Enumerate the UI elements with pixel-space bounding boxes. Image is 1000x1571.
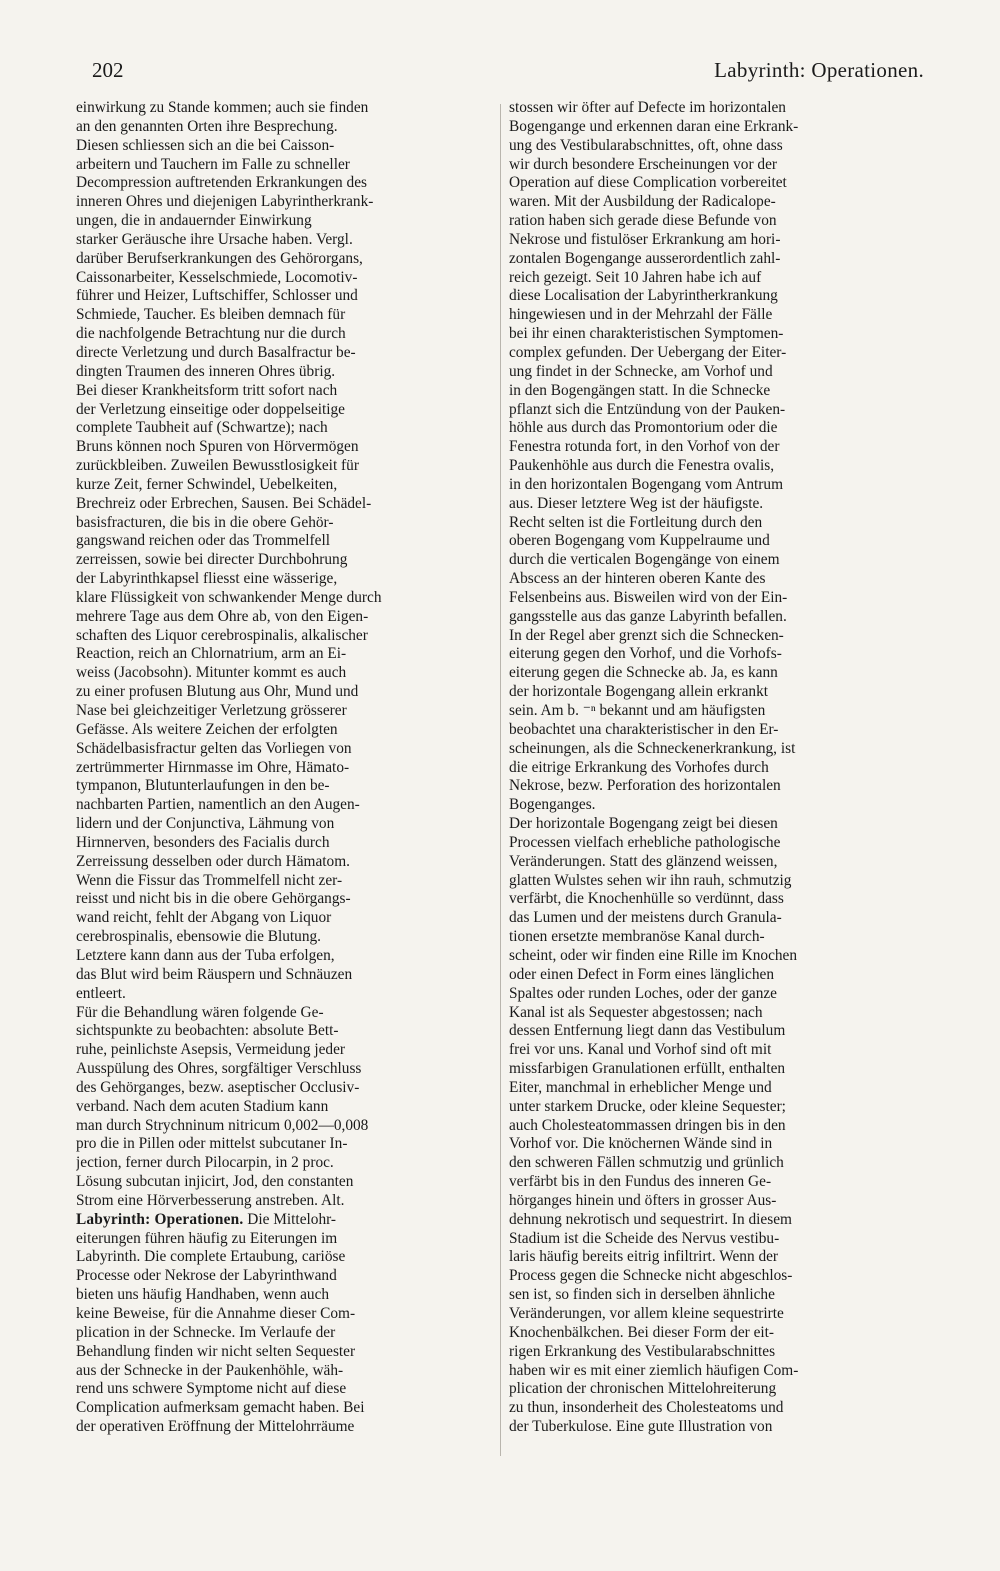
text-line: nachbarten Partien, namentlich an den Augen- bbox=[76, 796, 360, 814]
text-line: Paukenhöhle aus durch die Fenestra ovalis, bbox=[509, 457, 775, 475]
text-line: man durch Strychninum nitricum 0,002—0,008 bbox=[76, 1116, 369, 1134]
text-line: bei ihr einen charakteristischen Symptomen- bbox=[509, 325, 784, 343]
text-line: Stadium ist die Scheide des Nervus vestibu- bbox=[509, 1229, 780, 1247]
text-line: zu einer profusen Blutung aus Ohr, Mund und bbox=[76, 683, 359, 701]
text-line: Strom eine Hörverbesserung anstreben. Alt. bbox=[76, 1191, 345, 1209]
text-line: cerebrospinalis, ebensowie die Blutung. bbox=[76, 928, 322, 946]
text-line: darüber Berufserkrankungen des Gehörorgans, bbox=[76, 249, 363, 267]
text-line: verfärbt, die Knochenhülle so verdünnt, dass bbox=[509, 890, 784, 908]
text-line: zu thun, insonderheit des Cholesteatoms und bbox=[509, 1399, 784, 1417]
text-line: Behandlung finden wir nicht selten Sequester bbox=[76, 1342, 356, 1360]
text-line: scheint, oder wir finden eine Rille im Knochen bbox=[509, 946, 798, 964]
text-line: sen ist, so finden sich in derselben ähnliche bbox=[509, 1286, 775, 1304]
text-line: Letztere kann dann aus der Tuba erfolgen, bbox=[76, 946, 335, 964]
text-line: dehnung nekrotisch und sequestrirt. In diesem bbox=[509, 1210, 792, 1228]
text-line: tionen ersetzte membranöse Kanal durch- bbox=[509, 928, 765, 946]
text-line: scheinungen, als die Schneckenerkrankung, ist bbox=[509, 739, 796, 757]
text-line: sichtspunkte zu beobachten: absolute Bett- bbox=[76, 1022, 339, 1040]
text-line: keine Beweise, für die Annahme dieser Com- bbox=[76, 1305, 356, 1322]
text-line: reisst und nicht bis in die obere Gehörgangs- bbox=[76, 890, 351, 908]
text-line: bieten uns häufig Handhaben, wenn auch bbox=[76, 1286, 330, 1304]
text-line: ung des Vestibularabschnittes, oft, ohne dass bbox=[509, 136, 783, 154]
text-line: starker Geräusche ihre Ursache haben. Vergl. bbox=[76, 230, 353, 248]
text-line: Abscess an der hinteren oberen Kante des bbox=[509, 570, 766, 588]
text-line: waren. Mit der Ausbildung der Radicalope- bbox=[509, 193, 776, 211]
text-line: Eiter, manchmal in erheblicher Menge und bbox=[509, 1078, 772, 1096]
section-first-text: Die Mittelohr- bbox=[243, 1210, 337, 1228]
text-line: ruhe, peinlichste Asepsis, Vermeidung jeder bbox=[76, 1041, 346, 1059]
text-line: complete Taubheit auf (Schwartze); nach bbox=[76, 419, 328, 437]
text-line: das Lumen und der meistens durch Granula- bbox=[509, 909, 782, 927]
text-line: basisfracturen, die bis in die obere Gehör- bbox=[76, 513, 334, 531]
text-line: Operation auf diese Complication vorbereitet bbox=[509, 174, 787, 192]
page-number: 202 bbox=[92, 58, 124, 82]
text-line: Schmiede, Taucher. Es bleiben demnach für bbox=[76, 306, 346, 324]
text-line: stossen wir öfter auf Defecte im horizontalen bbox=[509, 99, 786, 116]
text-line: Bogengange und erkennen daran eine Erkrank- bbox=[509, 117, 799, 135]
text-line: Wenn die Fissur das Trommelfell nicht zer- bbox=[76, 871, 343, 889]
text-line: reich gezeigt. Seit 10 Jahren habe ich auf bbox=[509, 268, 762, 286]
text-line: Schädelbasisfractur gelten das Vorliegen von bbox=[76, 739, 352, 757]
text-line: Für die Behandlung wären folgende Ge- bbox=[76, 1003, 324, 1021]
text-line: der operativen Eröffnung der Mittelohrräume bbox=[76, 1418, 355, 1436]
column-divider bbox=[500, 104, 501, 1456]
text-line: Diesen schliessen sich an die bei Caisson- bbox=[76, 136, 335, 154]
text-line: zurückbleiben. Zuweilen Bewusstlosigkeit für bbox=[76, 457, 359, 475]
text-line: Brechreiz oder Erbrechen, Sausen. Bei Schädel- bbox=[76, 494, 372, 512]
text-line: die nachfolgende Betrachtung nur die durch bbox=[76, 325, 346, 343]
text-line: Process gegen die Schnecke nicht abgeschlos- bbox=[509, 1267, 793, 1285]
text-line: auch Cholesteatommassen dringen bis in den bbox=[509, 1116, 786, 1134]
text-line: durch die verticalen Bogengänge von einem bbox=[509, 551, 780, 569]
text-line: Processen vielfach erhebliche pathologische bbox=[509, 833, 781, 851]
text-line: Lösung subcutan injicirt, Jod, den constanten bbox=[76, 1173, 354, 1191]
text-line: lidern und der Conjunctiva, Lähmung von bbox=[76, 815, 335, 833]
text-line: verband. Nach dem acuten Stadium kann bbox=[76, 1097, 329, 1115]
text-line: Nase bei gleichzeitiger Verletzung grösserer bbox=[76, 702, 347, 719]
text-line: Bogenganges. bbox=[509, 796, 596, 814]
text-line: mehrere Tage aus dem Ohre ab, von den Eigen- bbox=[76, 607, 369, 625]
text-line: Veränderungen. Statt des glänzend weissen, bbox=[509, 852, 778, 870]
text-line: hörganges hinein und öfters in grosser Aus- bbox=[509, 1191, 777, 1209]
text-line: diese Localisation der Labyrintherkrankung bbox=[509, 287, 778, 305]
text-line: höhle aus durch das Promontorium oder die bbox=[509, 419, 778, 437]
text-line: in den Bogengängen statt. In die Schnecke bbox=[509, 381, 771, 399]
text-line: plication der chronischen Mittelohreiterung bbox=[509, 1380, 777, 1398]
text-line: Ausspülung des Ohres, sorgfältiger Verschluss bbox=[76, 1060, 362, 1078]
text-line: pro die in Pillen oder mittelst subcutaner In- bbox=[76, 1135, 348, 1153]
page-header bbox=[92, 58, 924, 88]
text-line: in den horizontalen Bogengang vom Antrum bbox=[509, 475, 784, 493]
text-line: Knochenbälkchen. Bei dieser Form der eit- bbox=[509, 1323, 775, 1341]
text-line: complex gefunden. Der Uebergang der Eiter- bbox=[509, 343, 787, 361]
text-line: Nekrose und fistulöser Erkrankung am hori- bbox=[509, 230, 781, 248]
text-line: Recht selten ist die Fortleitung durch den bbox=[509, 513, 763, 531]
text-line: hingewiesen und in der Mehrzahl der Fälle bbox=[509, 306, 773, 324]
text-line: führer und Heizer, Luftschiffer, Schlosser und bbox=[76, 287, 358, 305]
text-line: einwirkung zu Stande kommen; auch sie finden bbox=[76, 99, 369, 116]
text-line: oberen Bogengang vom Kuppelraume und bbox=[509, 532, 770, 550]
text-line: inneren Ohres und diejenigen Labyrintherkrank- bbox=[76, 193, 374, 211]
text-line: dessen Entfernung liegt dann das Vestibulum bbox=[509, 1022, 786, 1040]
section-start-line bbox=[76, 1211, 493, 1230]
text-line: eiterungen führen häufig zu Eiterungen im bbox=[76, 1229, 338, 1247]
text-line: die eitrige Erkrankung des Vorhofes durch bbox=[509, 758, 769, 776]
text-line: Nekrose, bezw. Perforation des horizontalen bbox=[509, 777, 781, 795]
text-line: den schweren Fällen schmutzig und grünlich bbox=[509, 1154, 784, 1172]
text-line: ration haben sich gerade diese Befunde von bbox=[509, 212, 777, 230]
text-line: eiterung gegen den Vorhof, und die Vorhofs- bbox=[509, 645, 782, 663]
text-line: verfärbt bis in den Fundus des inneren Ge- bbox=[509, 1173, 772, 1191]
text-line: an den genannten Orten ihre Besprechung. bbox=[76, 117, 338, 135]
text-line: der Verletzung einseitige oder doppelseitige bbox=[76, 400, 345, 418]
text-line: schaften des Liquor cerebrospinalis, alkalischer bbox=[76, 626, 368, 644]
text-line: unter starkem Drucke, oder kleine Sequester; bbox=[509, 1097, 786, 1115]
text-line: rend uns schwere Symptome nicht auf diese bbox=[76, 1380, 347, 1398]
text-line: Zerreissung desselben oder durch Hämatom. bbox=[76, 852, 350, 870]
text-line: Veränderungen, vor allem kleine sequestrirte bbox=[509, 1305, 784, 1322]
text-line: zontalen Bogengange ausserordentlich zahl- bbox=[509, 249, 781, 267]
text-line: ungen, die in andauernder Einwirkung bbox=[76, 212, 312, 230]
text-line: der Labyrinthkapsel fliesst eine wässerige, bbox=[76, 570, 338, 588]
text-line: aus der Schnecke in der Paukenhöhle, wäh- bbox=[76, 1361, 344, 1379]
text-line: arbeitern und Tauchern im Falle zu schneller bbox=[76, 155, 350, 173]
text-line: Bei dieser Krankheitsform tritt sofort nach bbox=[76, 381, 338, 399]
left-column bbox=[76, 99, 493, 1464]
text-line: plication in der Schnecke. Im Verlaufe der bbox=[76, 1323, 336, 1341]
text-line: das Blut wird beim Räuspern und Schnäuzen bbox=[76, 965, 353, 983]
text-line: jection, ferner durch Pilocarpin, in 2 proc. bbox=[76, 1154, 334, 1172]
text-line: Fenestra rotunda fort, in den Vorhof von der bbox=[509, 438, 780, 456]
text-line: dingten Traumen des inneren Ohres übrig. bbox=[76, 362, 336, 380]
text-line: Processe oder Nekrose der Labyrinthwand bbox=[76, 1267, 337, 1285]
text-line: sein. Am b. ⁻ⁿ bekannt und am häufigsten bbox=[509, 702, 766, 719]
text-line: gangswand reichen oder das Trommelfell bbox=[76, 532, 330, 550]
text-line: haben wir es mit einer ziemlich häufigen Com- bbox=[509, 1361, 799, 1379]
running-head: Labyrinth: Operationen. bbox=[714, 58, 924, 82]
text-line: missfarbigen Granulationen erfüllt, enthalten bbox=[509, 1060, 786, 1078]
right-column bbox=[509, 99, 933, 1464]
text-line: Labyrinth. Die complete Ertaubung, cariöse bbox=[76, 1248, 346, 1266]
text-line: klare Flüssigkeit von schwankender Menge durch bbox=[76, 588, 382, 606]
text-line: eiterung gegen die Schnecke ab. Ja, es kann bbox=[509, 664, 778, 682]
text-line: oder einen Defect in Form eines länglichen bbox=[509, 965, 775, 983]
text-line: wand reicht, fehlt der Abgang von Liquor bbox=[76, 909, 332, 927]
text-line: Reaction, reich an Chlornatrium, arm an Ei- bbox=[76, 645, 347, 663]
text-line: Vorhof vor. Die knöchernen Wände sind in bbox=[509, 1135, 773, 1153]
text-line: Complication aufmerksam gemacht haben. Bei bbox=[76, 1399, 365, 1417]
text-line: rigen Erkrankung des Vestibularabschnittes bbox=[509, 1342, 776, 1360]
text-line: Kanal ist als Sequester abgestossen; nach bbox=[509, 1003, 763, 1021]
text-line: des Gehörganges, bezw. aseptischer Occlusiv- bbox=[76, 1078, 360, 1096]
text-line: der horizontale Bogengang allein erkrankt bbox=[509, 683, 769, 701]
text-line: weiss (Jacobsohn). Mitunter kommt es auch bbox=[76, 664, 347, 682]
text-line: tympanon, Blutunterlaufungen in den be- bbox=[76, 777, 330, 795]
text-line: directe Verletzung und durch Basalfractur be- bbox=[76, 343, 356, 361]
text-line: In der Regel aber grenzt sich die Schnecken- bbox=[509, 626, 784, 644]
text-line: zertrümmerter Hirnmasse im Ohre, Hämato- bbox=[76, 758, 350, 776]
text-line: Spaltes oder runden Loches, oder der ganze bbox=[509, 984, 777, 1002]
text-line: Decompression auftretenden Erkrankungen des bbox=[76, 174, 367, 192]
text-line: zerreissen, sowie bei directer Durchbohrung bbox=[76, 551, 348, 569]
text-line: Bruns können noch Spuren von Hörvermögen bbox=[76, 438, 359, 456]
text-line: frei vor uns. Kanal und Vorhof sind oft mit bbox=[509, 1041, 772, 1059]
text-line: der Tuberkulose. Eine gute Illustration von bbox=[509, 1418, 773, 1436]
section-heading: Labyrinth: Operationen. bbox=[76, 1210, 244, 1228]
text-line: ung findet in der Schnecke, am Vorhof und bbox=[509, 362, 773, 380]
text-line: entleert. bbox=[76, 984, 126, 1002]
text-line: pflanzt sich die Entzündung von der Pauken- bbox=[509, 400, 786, 418]
text-line: gangsstelle aus das ganze Labyrinth befallen. bbox=[509, 607, 787, 625]
text-line: Caissonarbeiter, Kesselschmiede, Locomotiv- bbox=[76, 268, 358, 286]
text-line: aus. Dieser letztere Weg ist der häufigste. bbox=[509, 494, 764, 512]
text-line: laris häufig bereits eitrig infiltrirt. Wenn der bbox=[509, 1248, 779, 1266]
text-line: glatten Wulstes sehen wir ihn rauh, schmutzig bbox=[509, 871, 792, 889]
text-line: Felsenbeins aus. Bisweilen wird von der Ein- bbox=[509, 588, 788, 606]
text-line: Gefässe. Als weitere Zeichen der erfolgten bbox=[76, 720, 338, 738]
text-line: Hirnnerven, besonders des Facialis durch bbox=[76, 833, 330, 851]
text-line: beobachtet una charakteristischer in den Er- bbox=[509, 720, 779, 738]
text-line: Der horizontale Bogengang zeigt bei diesen bbox=[509, 815, 778, 833]
text-line: kurze Zeit, ferner Schwindel, Uebelkeiten, bbox=[76, 475, 338, 493]
text-line: wir durch besondere Erscheinungen vor der bbox=[509, 155, 777, 173]
